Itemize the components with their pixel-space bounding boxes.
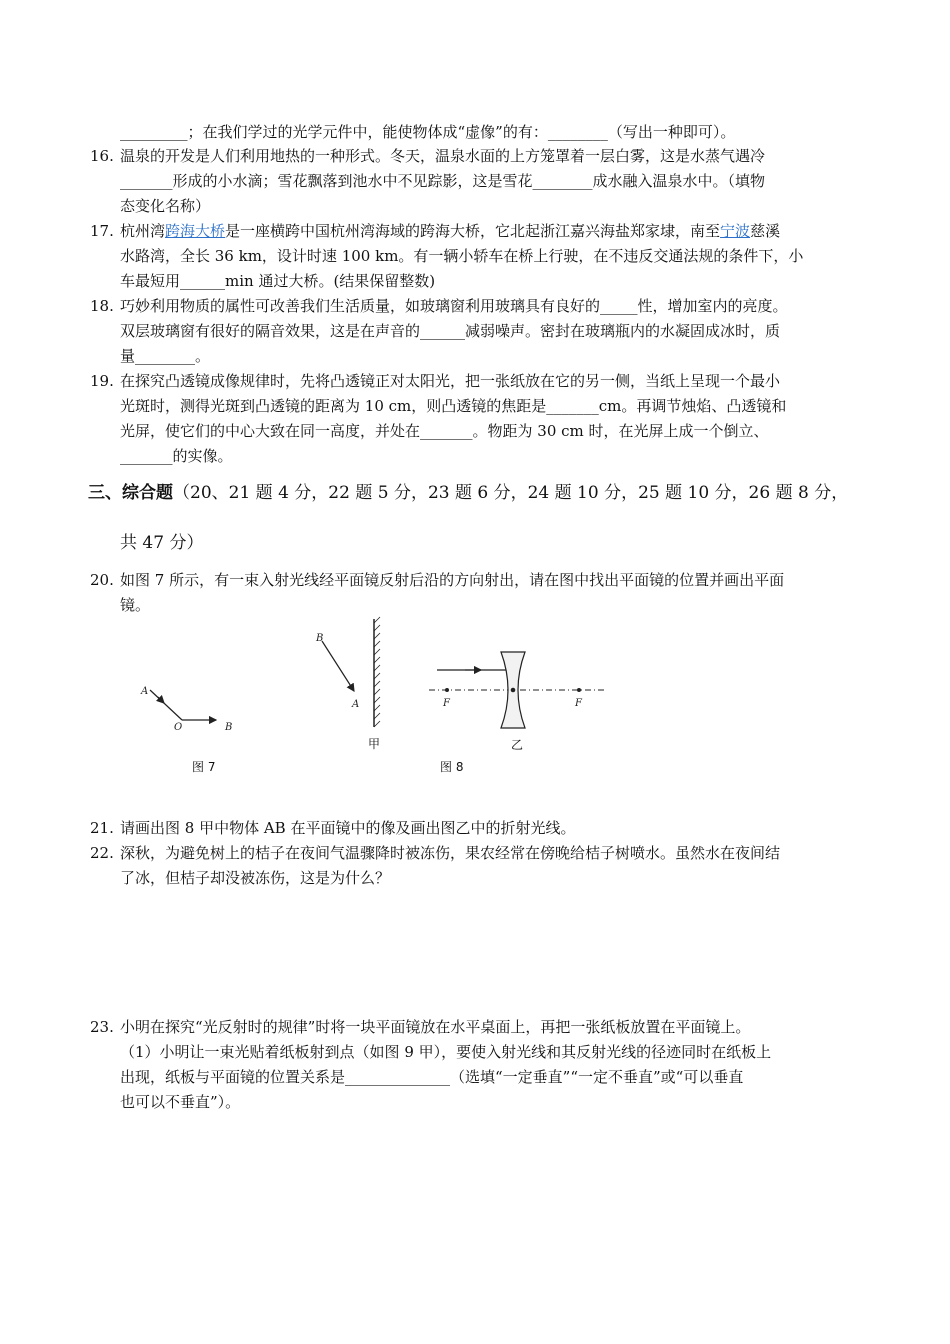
section-score-total: 共 47 分） xyxy=(120,533,204,553)
q16-line-2: _______形成的小水滴；雪花飘落到池水中不见踪影，这是雪花________成水融入温泉水中。（填物 xyxy=(120,172,766,190)
fig8a-label-a: A xyxy=(352,699,360,710)
question-number-22: 22. xyxy=(90,844,114,862)
q20-line-2: 镜。 xyxy=(120,596,151,614)
q23-line-4: 也可以不垂直”）。 xyxy=(120,1093,241,1111)
q17-line-3: 车最短用______min 通过大桥。(结果保留整数) xyxy=(120,272,436,290)
fig7-label-a: A xyxy=(141,686,149,697)
section-title: 三、综合题 xyxy=(88,483,173,503)
q18-line-2: 双层玻璃窗有很好的隔音效果，这是在声音的______减弱噪声。密封在玻璃瓶内的水凝固成冰时，质 xyxy=(120,322,781,340)
focus-left-dot xyxy=(445,688,449,692)
q17-text-c: 慈溪 xyxy=(750,222,781,240)
incident-ray xyxy=(150,690,182,720)
q23-line-2: （1）小明让一束光贴着纸板射到点（如图 9 甲），要使入射光线和其反射光线的径迹同时在纸板上 xyxy=(120,1043,772,1061)
figure-7-diagram xyxy=(130,680,240,740)
section-header xyxy=(88,482,848,504)
question-number-20: 20. xyxy=(90,571,114,589)
mirror-hatching xyxy=(374,617,380,727)
q20-line-1: 如图 7 所示，有一束入射光线经平面镜反射后沿的方向射出，请在图中找出平面镜的位置并画出平面 xyxy=(120,571,785,589)
fig7-label-o: O xyxy=(174,722,183,733)
q22-line-1: 深秋，为避免树上的桔子在夜间气温骤降时被冻伤，果农经常在傍晚给桔子树喷水。虽然水在夜间结 xyxy=(120,844,781,862)
q19-line-2: 光斑时，测得光斑到凸透镜的距离为 10 cm，则凸透镜的焦距是_______cm。再调节烛焰、凸透镜和 xyxy=(120,397,787,415)
link-ningbo[interactable]: 宁波 xyxy=(720,222,751,240)
incident-arrow xyxy=(158,697,164,703)
question-number-23: 23. xyxy=(90,1018,114,1036)
q19-line-3: 光屏，使它们的中心大致在同一高度，并处在_______。物距为 30 cm 时，在光屏上成一个倒立、 xyxy=(120,422,769,440)
q16-line-1: 温泉的开发是人们利用地热的一种形式。冬天，温泉水面的上方笼罩着一层白雾，这是水蒸气遇冷 xyxy=(120,147,766,165)
q23-line-1: 小明在探究“光反射时的规律”时将一块平面镜放在水平桌面上，再把一张纸板放置在平面镜上。 xyxy=(120,1018,751,1036)
link-kuahai-daqiao[interactable]: 跨海大桥 xyxy=(165,222,226,240)
question-number-16: 16. xyxy=(90,147,114,165)
question-number-17: 17. xyxy=(90,222,114,240)
figure-8-jia-label: 甲 xyxy=(368,737,381,751)
question-number-21: 21. xyxy=(90,819,114,837)
fig7-label-b: B xyxy=(225,722,233,733)
q23-line-3: 出现，纸板与平面镜的位置关系是______________（选填“一定垂直”“一定不垂直”或“可以垂直 xyxy=(120,1068,744,1086)
q17-line-1 xyxy=(120,221,780,241)
q22-line-2: 了冰，但桔子却没被冻伤，这是为什么？ xyxy=(120,869,391,887)
q17-text-b: 是一座横跨中国杭州湾海域的跨海大桥，它北起浙江嘉兴海盐郑家埭，南至 xyxy=(225,222,721,240)
figure-8-yi-diagram xyxy=(425,640,610,735)
q18-line-1: 巧妙利用物质的属性可改善我们生活质量，如玻璃窗利用玻璃具有良好的_____性，增加室内的亮度。 xyxy=(120,297,788,315)
q19-line-4: _______的实像。 xyxy=(120,447,233,465)
fig8b-label-f-right: F xyxy=(575,698,582,709)
q19-line-1: 在探究凸透镜成像规律时，先将凸透镜正对太阳光，把一张纸放在它的另一侧，当纸上呈现一个最小 xyxy=(120,372,781,390)
figure-8-jia-diagram xyxy=(310,615,400,735)
optical-center-dot xyxy=(511,688,516,693)
question-number-18: 18. xyxy=(90,297,114,315)
q18-line-3: 量________。 xyxy=(120,347,211,365)
figure-8-yi-label: 乙 xyxy=(511,738,524,752)
q17-text-a: 杭州湾 xyxy=(120,222,166,240)
object-ab-arrow xyxy=(322,641,354,691)
section-score-info: （20、21 题 4 分，22 题 5 分，23 题 6 分，24 题 10 分，25 题 10 分，26 题 8 分， xyxy=(173,483,849,503)
q21-line-1: 请画出图 8 甲中物体 AB 在平面镜中的像及画出图乙中的折射光线。 xyxy=(120,819,576,837)
fig8b-label-f-left: F xyxy=(443,698,450,709)
q17-line-2: 水路湾，全长 36 km，设计时速 100 km。有一辆小轿车在桥上行驶，在不违反交通法规的条件下，小 xyxy=(120,247,804,265)
question-number-19: 19. xyxy=(90,372,114,390)
q16-line-3: 态变化名称） xyxy=(120,197,211,215)
fig8a-label-b: B xyxy=(316,633,324,644)
focus-right-dot xyxy=(577,688,581,692)
line-q15-end: _________；在我们学过的光学元件中，能使物体成“虚像”的有：________（写出一种即可）。 xyxy=(120,123,736,141)
figure-8-caption: 图 8 xyxy=(440,760,464,774)
figure-7-caption: 图 7 xyxy=(192,760,216,774)
